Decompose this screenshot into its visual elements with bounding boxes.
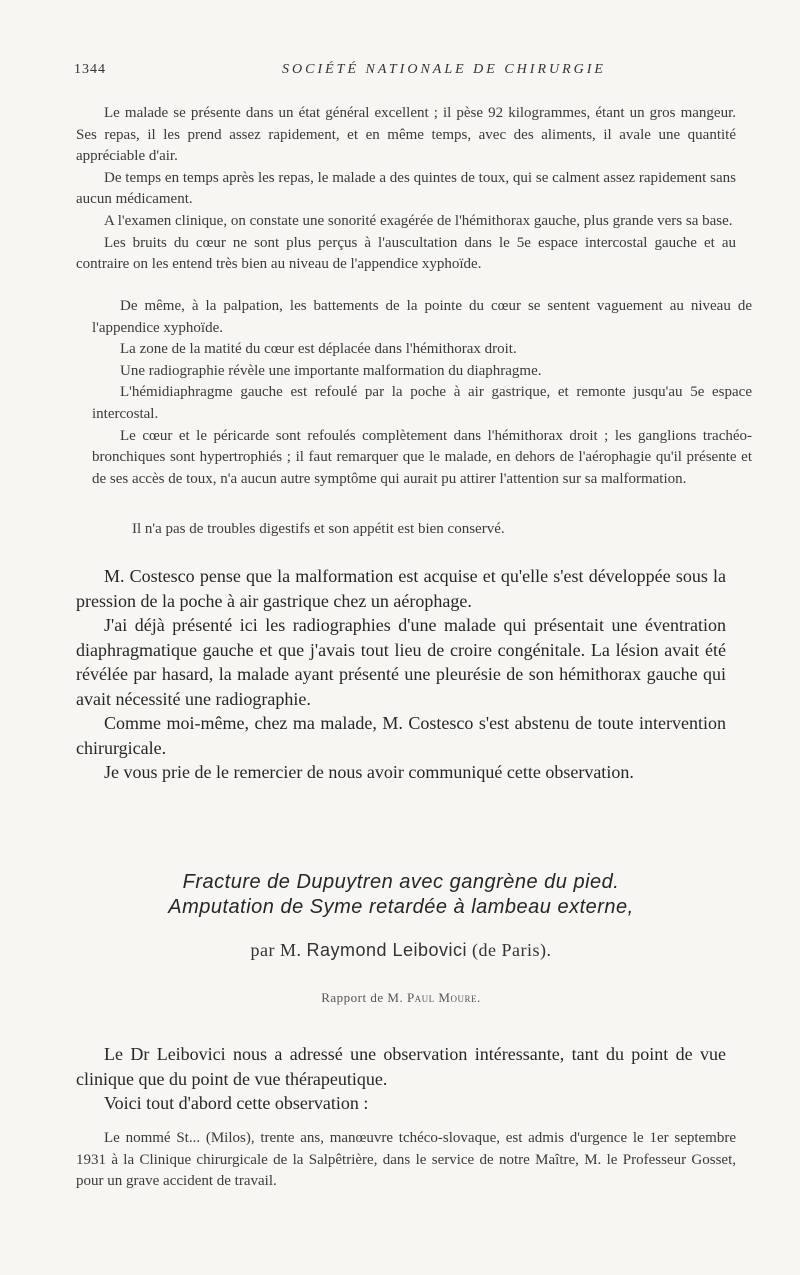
paragraph-cut: Les bruits du cœur ne sont plus perçus à l'auscultation dans le 5e espace intercostal gauche et au contraire on les entend très bien au niveau de l'appendice xyphoïde. — [76, 234, 736, 273]
rapport-name: Paul Moure. — [406, 990, 481, 1005]
case-block — [76, 1128, 736, 1193]
paragraph: Le malade se présente dans un état général excellent ; il pèse 92 kilogrammes, étant un gros mangeur. Ses repas, il les prend assez rapidement, et en même temps, avec des aliments, il avale une quantité appréciable d'air. — [76, 105, 736, 165]
article-title-line-1: Fracture de Dupuytren avec gangrène du pied. — [182, 871, 620, 893]
paragraph: M. Costesco pense que la malformation est acquise et qu'elle s'est développée sous la pression de la poche à air gastrique chez un aérophage. — [76, 566, 726, 611]
page-number: 1344 — [74, 62, 106, 77]
observation-block-3 — [104, 519, 704, 541]
observation-block-2 — [92, 296, 752, 490]
paragraph: A l'examen clinique, on constate une sonorité exagérée de l'hémithorax gauche, plus grande vers sa base. — [104, 212, 733, 229]
article-title-line-2: Amputation de Syme retardée à lambeau externe, — [168, 896, 634, 918]
paragraph: La zone de la matité du cœur est déplacée dans l'hémithorax droit. — [120, 341, 517, 358]
rapport-prefix: Rapport de M. — [321, 990, 404, 1005]
introduction-block — [76, 1042, 726, 1116]
paragraph: Voici tout d'abord cette observation : — [104, 1093, 369, 1113]
running-title: SOCIÉTÉ NATIONALE DE CHIRURGIE — [282, 62, 606, 77]
paragraph: Le cœur et le péricarde sont refoulés complètement dans l'hémithorax droit ; les ganglions trachéo-bronchiques sont hypertrophiés ; il faut remarquer que le malade, en dehors de l'aérophagie qu'il présente et de ses accès de toux, n'a aucun autre symptôme qui aurait pu attirer l'attention sur sa malformation. — [92, 427, 752, 487]
page-header — [74, 62, 724, 86]
article-title — [76, 870, 726, 920]
paragraph: Le Dr Leibovici nous a adressé une observation intéressante, tant du point de vue clinique que du point de vue thérapeutique. — [76, 1044, 726, 1089]
author-prefix: par M. — [250, 940, 302, 960]
paragraph: Il n'a pas de troubles digestifs et son appétit est bien conservé. — [132, 521, 505, 537]
paragraph: De temps en temps après les repas, le malade a des quintes de toux, qui se calment assez rapidement sans aucun médicament. — [76, 169, 736, 208]
author-suffix: (de Paris). — [472, 940, 552, 960]
rapport-line — [76, 990, 726, 1006]
paragraph: Je vous prie de le remercier de nous avoir communiqué cette observation. — [104, 762, 634, 782]
observation-block-1 — [76, 103, 736, 284]
paragraph: J'ai déjà présenté ici les radiographies d'une malade qui présentait une éventration diaphragmatique gauche et que j'avais tout lieu de croire congénitale. La lésion avait été révélée par hasard, la malade ayant présenté une pleurésie de son hémithorax gauche qui avait nécessité une radiographie. — [76, 615, 726, 709]
article-author — [76, 940, 726, 961]
commentary-block — [76, 564, 726, 785]
paragraph: L'hémidiaphragme gauche est refoulé par la poche à air gastrique, et remonte jusqu'au 5e espace intercostal. — [92, 384, 752, 422]
paragraph: Une radiographie révèle une importante malformation du diaphragme. — [120, 362, 542, 379]
paragraph: Le nommé St... (Milos), trente ans, manœuvre tchéco-slovaque, est admis d'urgence le 1er septembre 1931 à la Clinique chirurgicale de la Salpêtrière, dans le service de notre Maître, M. le Professeur Gosset, pour un grave accident de travail. — [76, 1130, 736, 1190]
author-name: Raymond Leibovici — [306, 940, 468, 960]
paragraph: Comme moi-même, chez ma malade, M. Costesco s'est abstenu de toute intervention chirurgicale. — [76, 713, 726, 758]
paragraph: De même, à la palpation, les battements de la pointe du cœur se sentent vaguement au niveau de l'appendice xyphoïde. — [92, 298, 752, 336]
